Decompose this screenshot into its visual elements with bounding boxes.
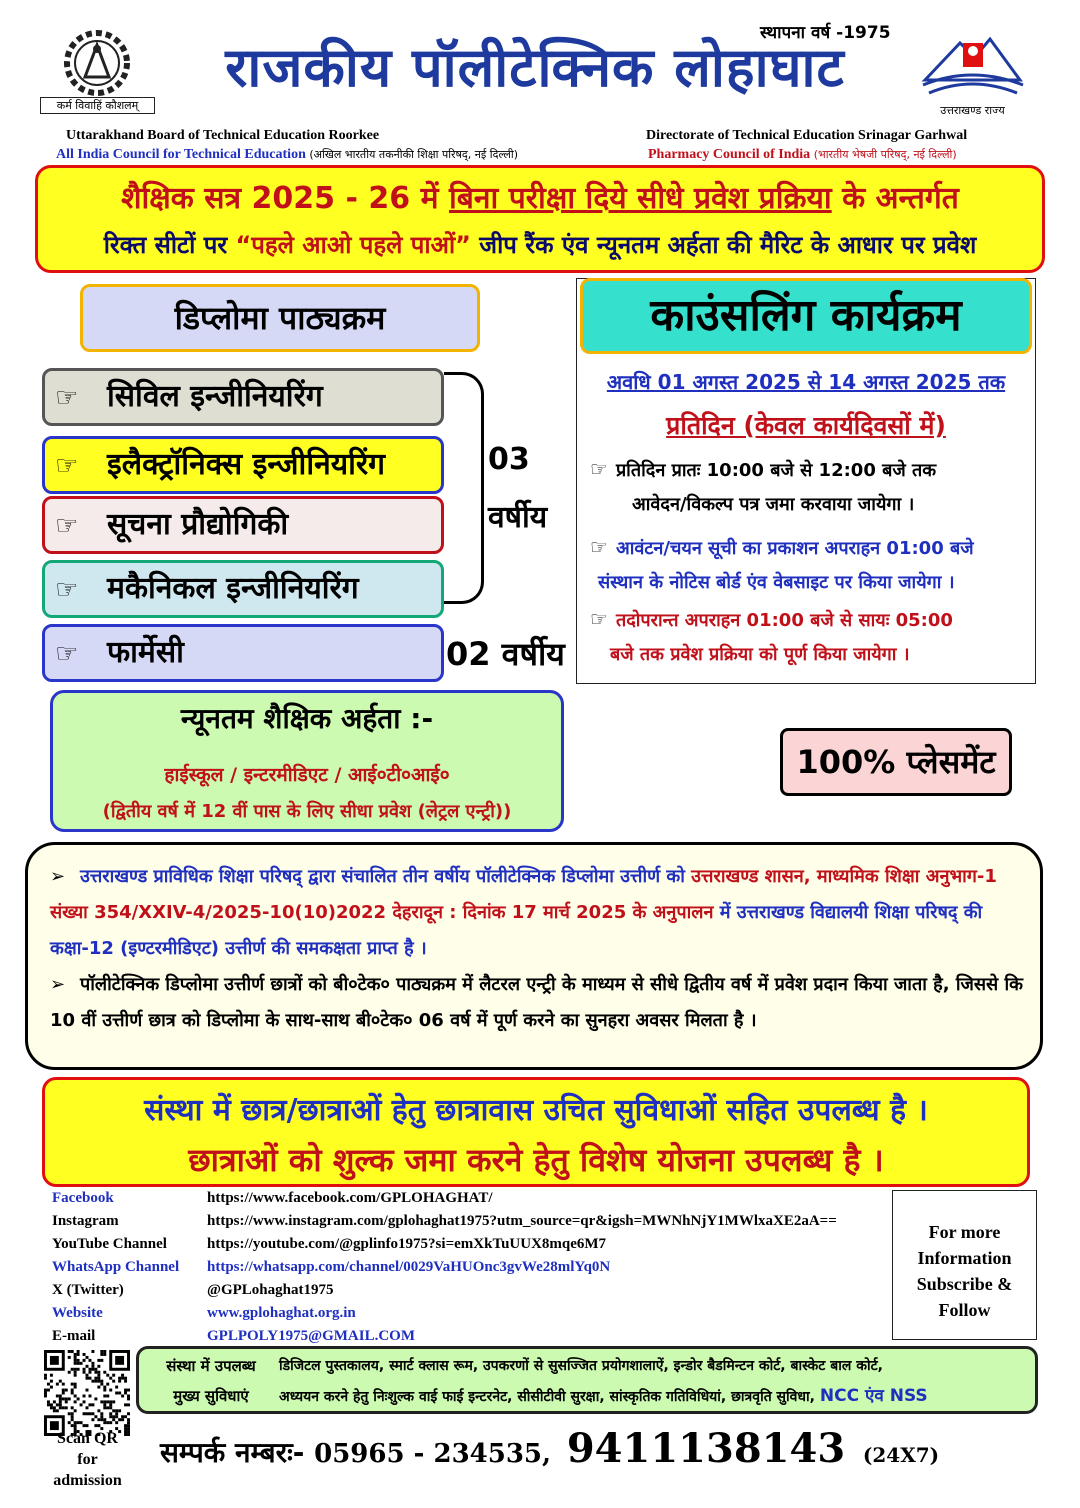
hand-pointer-icon: ☞ xyxy=(590,535,608,559)
course-name: सिविल इन्जीनियरिंग xyxy=(107,379,323,414)
landline-number[interactable]: 05965 - 234535, xyxy=(314,1439,552,1469)
counselling-point-1: ☞ प्रतिदिन प्रातः 10:00 बजे से 12:00 बजे तक आवेदन/विकल्प पत्र जमा करवाया जायेगा । xyxy=(590,457,937,515)
course-item xyxy=(42,624,444,682)
pci-line: Pharmacy Council of India (भारतीय भेषजी परिषद्, नई दिल्ली) xyxy=(648,147,957,162)
counselling-point-3: ☞ तदोपरान्त अपराहन 01:00 बजे से सायः 05:00 बजे तक प्रवेश प्रक्रिया को पूर्ण किया जायेगा । xyxy=(590,607,953,665)
qr-caption: Scan QR for admission xyxy=(53,1430,122,1489)
social-label: YouTube Channel xyxy=(52,1236,167,1252)
hand-pointer-icon: ☞ xyxy=(590,457,608,481)
course-name: मकैनिकल इन्जीनियरिंग xyxy=(107,571,359,606)
social-label: Facebook xyxy=(52,1190,114,1206)
hand-pointer-icon: ☞ xyxy=(590,607,608,631)
arrow-icon: ➢ xyxy=(50,974,66,995)
hand-pointer-icon: ☞ xyxy=(55,639,79,669)
social-link[interactable]: www.gplohaghat.org.in xyxy=(207,1305,356,1321)
counselling-point-2: ☞ आवंटन/चयन सूची का प्रकाशन अपराहन 01:00 बजे संस्थान के नोटिस बोर्ड एंव वेबसाइट पर किया जायेगा । xyxy=(590,535,974,593)
social-label: Website xyxy=(52,1305,103,1321)
institute-logo xyxy=(40,25,155,115)
uttarakhand-emblem xyxy=(915,25,1030,120)
established-year: स्थापना वर्ष -1975 xyxy=(760,23,891,43)
course-name: फार्मेसी xyxy=(107,635,184,670)
qr-code[interactable] xyxy=(44,1350,130,1436)
course-name: इलैक्ट्रॉनिक्स इन्जीनियरिंग xyxy=(107,447,386,482)
hostel-line-1: संस्था में छात्र/छात्राओं हेतु छात्रावास उचित सुविधाओं सहित उपलब्ध है । xyxy=(144,1093,928,1128)
min-qualification-box xyxy=(50,690,564,832)
aicte-line: All India Council for Technical Education (अखिल भारतीय तकनीकी शिक्षा परिषद्, नई दिल्ली) xyxy=(56,147,518,162)
hand-pointer-icon: ☞ xyxy=(55,575,79,605)
social-link[interactable]: https://whatsapp.com/channel/0029VaHUOnc3gvWe28mlYq0N xyxy=(207,1259,611,1275)
facilities-label: संस्था में उपलब्ध मुख्य सुविधाएं xyxy=(166,1357,256,1405)
social-link[interactable]: https://www.instagram.com/gplohaghat1975?utm_source=qr&igsh=MWNhNjY1MWlxaXE2aA== xyxy=(207,1213,837,1229)
facilities-box xyxy=(136,1346,1038,1414)
social-link[interactable]: GPLPOLY1975@GMAIL.COM xyxy=(207,1328,415,1344)
counselling-heading: काउंसलिंग कार्यक्रम xyxy=(580,278,1032,354)
subscribe-text: For more Information Subscribe & Follow xyxy=(916,1222,1013,1320)
contact-line xyxy=(160,1425,939,1472)
facilities-text: डिजिटल पुस्तकालय, स्मार्ट क्लास रूम, उपकरणों से सुसज्जित प्रयोगशालाऐं, इन्डोर बैडमिन्टन कोर्ट, बास्केट बाल कोर्ट, अध्ययन करने हेतु निःशुल्क वाई फाई इन्टरनेट, सीसीटीवी सुरक्षा, सांस्कृतिक गतिविधियां, छात्रवृति सुविधा, NCC एंव NSS xyxy=(279,1358,928,1406)
info-box xyxy=(25,842,1043,1070)
emblem-caption: उत्तराखण्ड राज्य xyxy=(940,104,1005,117)
counselling-period: अवधि 01 अगस्त 2025 से 14 अगस्त 2025 तक xyxy=(606,370,1006,394)
course-item xyxy=(42,560,444,618)
hand-pointer-icon: ☞ xyxy=(55,511,79,541)
course-item xyxy=(42,436,444,494)
course-item xyxy=(42,368,444,426)
social-link[interactable]: https://www.facebook.com/GPLOHAGHAT/ xyxy=(207,1190,493,1206)
social-link[interactable]: @GPLohaghat1975 xyxy=(207,1282,334,1298)
subscribe-box xyxy=(892,1190,1037,1340)
social-label: WhatsApp Channel xyxy=(52,1259,180,1275)
social-label: E-mail xyxy=(52,1328,96,1344)
min-qualification-line-2: (द्वितीय वर्ष में 12 वीं पास के लिए सीधा प्रवेश (लेट्रल एन्ट्री)) xyxy=(102,801,512,822)
contact-hours: (24X7) xyxy=(862,1443,940,1467)
bracket xyxy=(444,372,484,604)
mobile-number[interactable]: 9411138143 xyxy=(566,1425,846,1472)
info-point-2: ➢ पॉलीटेक्निक डिप्लोमा उत्तीर्ण छात्रों को बी०टेक० पाठ्यक्रम में लैटरल एन्ट्री के माध्यम से सीधे द्वितीय वर्ष में प्रवेश प्रदान किया जाता है, जिससे कि 10 वीं उत्तीर्ण छात्र को डिप्लोमा के साथ-साथ बी०टेक० 06 वर्ष में पूर्ण करने का सुनहरा अवसर मिलता है । xyxy=(50,967,1025,1039)
social-link[interactable]: https://youtube.com/@gplinfo1975?si=emXkTuUUX8mqe6M7 xyxy=(207,1236,607,1252)
min-qualification-title: न्यूनतम शैक्षिक अर्हता :- xyxy=(180,702,434,735)
ubter-line: Uttarakhand Board of Technical Education Roorkee xyxy=(66,128,380,143)
hostel-line-2: छात्राओं को शुल्क जमा करने हेतु विशेष योजना उपलब्ध है । xyxy=(188,1141,884,1179)
social-label: X (Twitter) xyxy=(52,1282,124,1298)
hostel-banner xyxy=(42,1077,1030,1187)
dte-line: Directorate of Technical Education Srinagar Garhwal xyxy=(646,128,968,143)
hand-pointer-icon: ☞ xyxy=(55,383,79,413)
counselling-daily: प्रतिदिन (केवल कार्यदिवसों में) xyxy=(666,411,946,440)
social-label: Instagram xyxy=(52,1213,119,1229)
logo-motto: कर्म विवाहिं कौशलम् xyxy=(40,97,155,114)
admission-banner xyxy=(35,165,1045,273)
hand-pointer-icon: ☞ xyxy=(55,451,79,481)
banner-line-2: रिक्त सीटों पर “पहले आओ पहले पाओं” जीप रैंक एंव न्यूनतम अर्हता की मैरिट के आधार पर प्रवेश xyxy=(103,231,977,259)
contact-label: सम्पर्क नम्बरः- xyxy=(160,1436,305,1469)
info-point-1: ➢ उत्तराखण्ड प्राविधिक शिक्षा परिषद् द्वारा संचालित तीन वर्षीय पॉलीटेक्निक डिप्लोमा उत्तीर्ण को उत्तराखण्ड शासन, माध्यमिक शिक्षा अनुभाग-1 संख्या 354/XXIV-4/2025-10(10)2022 देहरादून : दिनांक 17 मार्च 2025 के अनुपालन में उत्तराखण्ड विद्यालयी शिक्षा परिषद् की कक्षा-12 (इण्टरमीडिएट) उत्तीर्ण की समकक्षता प्राप्त है । xyxy=(50,859,1025,967)
page-title: राजकीय पॉलीटेक्निक लोहाघाट xyxy=(225,36,845,99)
two-year-label: 02 वर्षीय xyxy=(446,635,565,673)
course-item xyxy=(42,496,444,554)
arrow-icon: ➢ xyxy=(50,866,66,887)
placement-badge: 100% प्लेसमेंट xyxy=(780,728,1012,796)
diploma-heading: डिप्लोमा पाठ्यक्रम xyxy=(80,284,480,352)
min-qualification-line-1: हाईस्कूल / इन्टरमीडिएट / आई०टी०आई० xyxy=(164,764,450,786)
three-year-label: 03 वर्षीय xyxy=(488,442,548,535)
course-name: सूचना प्रौद्योगिकी xyxy=(107,507,289,542)
banner-line-1: शैक्षिक सत्र 2025 - 26 में बिना परीक्षा दिये सीधे प्रवेश प्रक्रिया के अन्तर्गत xyxy=(121,181,959,216)
